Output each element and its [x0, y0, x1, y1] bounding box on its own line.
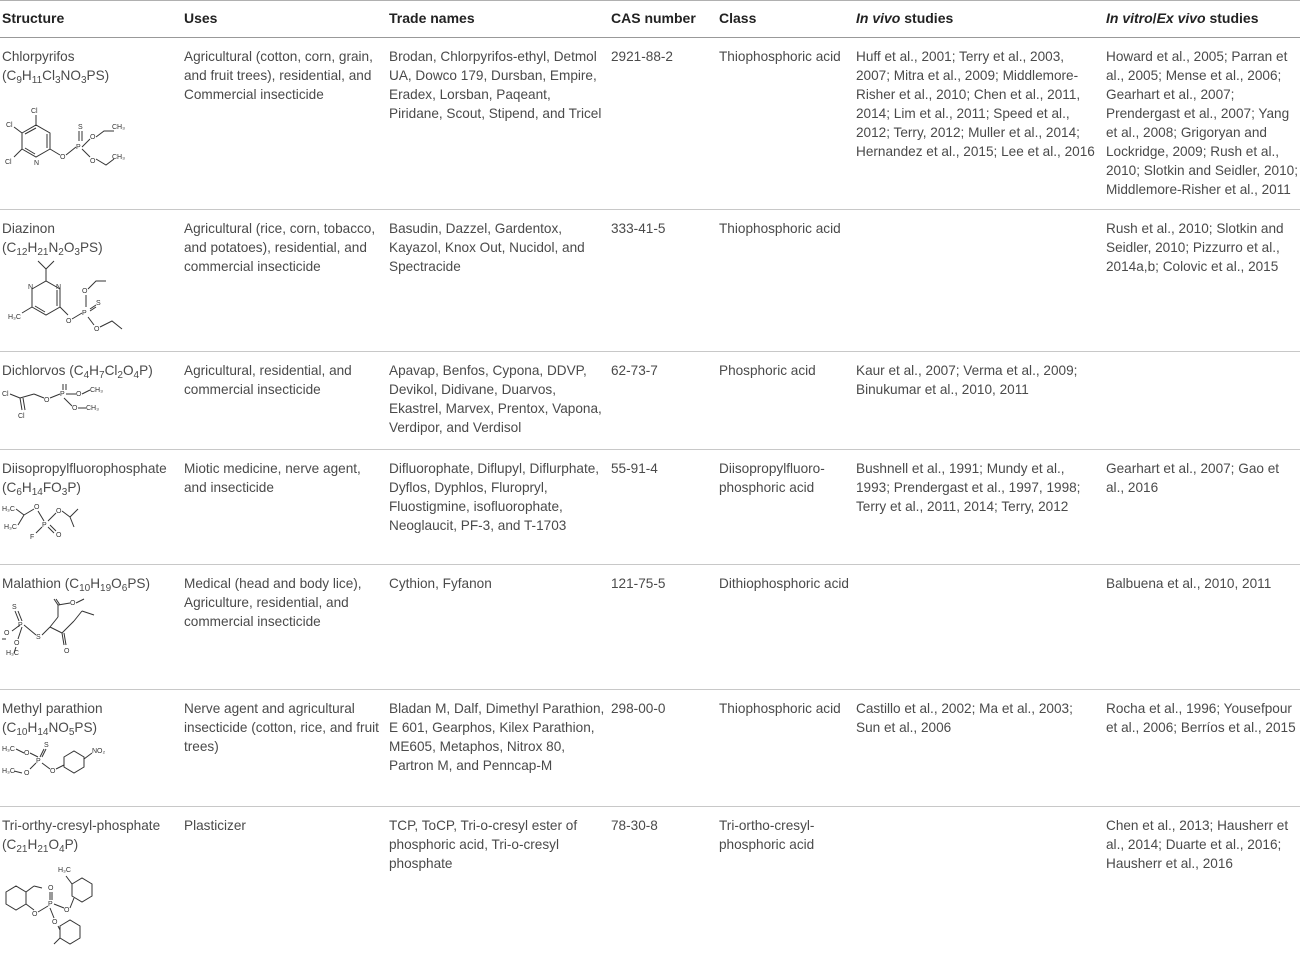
o-label: O [14, 640, 20, 647]
o-label: O [64, 907, 70, 914]
formula-element: NO [60, 68, 81, 83]
structure-cell [0, 352, 178, 450]
class-cell: Phosphoric acid [713, 352, 850, 450]
formula-subscript: 14 [37, 727, 49, 738]
h3c-label: H₃C [2, 746, 15, 753]
trade-names-cell: Brodan, Chlorpyrifos-ethyl, Detmol UA, Dowco 179, Dursban, Empire, Eradex, Lorsban, Paqeant, Piridane, Scout, Stipend, and Tricel [383, 38, 605, 210]
ch3-label: CH₃ [90, 387, 103, 394]
header-ex-vivo-italic: Ex vivo [1156, 10, 1206, 26]
formula-open: ( [2, 68, 7, 83]
formula-element: O [48, 837, 60, 852]
chlorpyrifos-structure-image [2, 87, 132, 173]
in-vitro-studies-cell: Rush et al., 2010; Slotkin and Seidler, 2010; Pizzurro et al., 2014a,b; Colovic et al., 2015 [1100, 210, 1300, 352]
o-label: O [4, 630, 10, 637]
formula-subscript: 6 [121, 583, 128, 594]
uses-cell: Medical (head and body lice), Agriculture, residential, and commercial insecticide [178, 565, 383, 690]
s-label: S [96, 300, 101, 307]
header-uses: Uses [178, 1, 383, 38]
o-label: O [94, 326, 100, 333]
formula-element: P [67, 480, 77, 495]
in-vivo-studies-cell: Huff et al., 2001; Terry et al., 2003, 2007; Mitra et al., 2009; Middlemore-Risher et al., 2010; Chen et al., 2011, 2014; Lim et al., 2011; Speed et al., 2012; Terry, 2012; Muller et al., 2014; Hernandez et al., 2015; Lee et al., 2016 [850, 38, 1100, 210]
formula-element: C [6, 480, 17, 495]
in-vivo-studies-cell: Bushnell et al., 1991; Mundy et al., 1993; Prendergast et al., 1997, 1998; Terry et al., 2011, 2014; Terry, 2012 [850, 450, 1100, 565]
cl-label: Cl [31, 108, 38, 115]
formula-element: C [6, 720, 17, 735]
header-structure: Structure [0, 1, 178, 38]
header-slash: / [1152, 10, 1157, 26]
n-label: N [28, 284, 34, 291]
compound-formula [2, 718, 178, 737]
formula-element: H [27, 240, 38, 255]
formula-element: H [27, 837, 38, 852]
formula-open: ( [2, 837, 7, 852]
formula-subscript: 3 [80, 75, 87, 86]
in-vivo-studies-cell [850, 807, 1100, 955]
header-trade-names: Trade names [383, 1, 605, 38]
formula-close: ) [92, 720, 98, 735]
class-cell: Thiophosphoric acid [713, 38, 850, 210]
header-in-vivo [850, 1, 1100, 38]
uses-cell: Agricultural (rice, corn, tobacco, and potatoes), residential, and commercial insecticide [178, 210, 383, 352]
formula-element: PS [79, 240, 99, 255]
structure-cell [0, 690, 178, 807]
o-label: O [70, 600, 76, 607]
formula-subscript: 14 [31, 487, 43, 498]
o-label: O [52, 919, 58, 926]
h3c-label: H₃C [2, 768, 15, 775]
class-cell: Dithiophosphoric acid [713, 565, 850, 690]
h3c-label: H₃C [4, 524, 17, 531]
o-label: O [60, 154, 66, 161]
structure-cell [0, 450, 178, 565]
header-in-vitro-italic: In vitro [1106, 10, 1153, 26]
formula-open: ( [2, 240, 7, 255]
formula-element: PS [86, 68, 105, 83]
p-label: P [42, 522, 47, 529]
o-label: O [76, 391, 82, 398]
cas-number-cell: 78-30-8 [611, 818, 658, 833]
formula-element: H [21, 480, 32, 495]
formula-subscript: 2 [117, 370, 123, 381]
formula-close: ) [73, 837, 79, 852]
s-label: S [36, 634, 41, 641]
formula-element: C [69, 576, 80, 591]
formula-subscript: 4 [59, 844, 65, 855]
ch3-label: CH₃ [112, 124, 125, 131]
compound-formula [60, 576, 150, 594]
in-vitro-studies-cell: Balbuena et al., 2010, 2011 [1100, 565, 1300, 690]
formula-open: ( [60, 576, 70, 591]
ch3-label: CH₃ [112, 154, 125, 161]
class-cell: Diisopropylfluoro-phosphoric acid [713, 450, 850, 565]
header-class: Class [713, 1, 850, 38]
o-label: O [44, 397, 50, 404]
formula-element: Cl [42, 68, 55, 83]
formula-element: N [48, 240, 59, 255]
uses-cell: Nerve agent and agricultural insecticide (cotton, rice, and fruit trees) [178, 690, 383, 807]
uses-cell: Miotic medicine, nerve agent, and insecticide [178, 450, 383, 565]
h3c-label: H₃C [8, 314, 21, 321]
formula-subscript: 4 [133, 370, 140, 381]
diisopropylfluorophosphate-structure-image [2, 499, 132, 543]
cas-number-cell: 298-00-0 [605, 690, 713, 807]
formula-element: H [90, 576, 101, 591]
table-row [0, 450, 1300, 565]
formula-open: ( [2, 480, 7, 495]
formula-element: C [73, 363, 84, 378]
formula-subscript: 21 [37, 844, 49, 855]
compound-name: Dichlorvos [2, 363, 66, 378]
formula-close: ) [148, 363, 153, 378]
o-label: O [32, 911, 38, 918]
compound-formula [2, 66, 178, 85]
cl-label: Cl [6, 122, 13, 129]
formula-subscript: 5 [68, 727, 75, 738]
in-vitro-studies-cell: Rocha et al., 1996; Yousefpour et al., 2006; Berríos et al., 2015 [1100, 690, 1300, 807]
cas-number-cell: 2921-88-2 [605, 38, 713, 210]
methyl-parathion-structure-image [2, 739, 132, 783]
s-label: S [12, 604, 17, 611]
o-label: O [48, 885, 54, 892]
table-row [0, 38, 1300, 210]
header-row [0, 1, 1300, 38]
cas-number-cell: 121-75-5 [605, 565, 713, 690]
in-vivo-studies-cell: Kaur et al., 2007; Verma et al., 2009; Binukumar et al., 2010, 2011 [850, 352, 1100, 450]
header-in-vivo-rest: studies [900, 10, 954, 26]
n-label: N [34, 160, 40, 167]
formula-element: H [89, 363, 99, 378]
formula-close: ) [76, 480, 81, 495]
header-in-vitro-rest: studies [1205, 10, 1259, 26]
header-in-vitro [1100, 1, 1300, 38]
diazinon-structure-image [2, 259, 132, 351]
trade-names-cell: Apavap, Benfos, Cypona, DDVP, Devikol, Didivane, Duarvos, Ekastrel, Marvex, Prentox, Vapona, Verdipor, and Verdisol [383, 352, 605, 450]
o-label: O [50, 768, 56, 775]
s-label: S [44, 742, 49, 749]
p-label: P [36, 758, 41, 765]
table-row [0, 352, 1300, 450]
header-in-vivo-italic: In vivo [856, 10, 901, 26]
no2-label: NO₂ [92, 748, 106, 755]
formula-element: P [64, 837, 74, 852]
tri-ortho-cresyl-phosphate-structure-image [2, 856, 132, 948]
formula-close: ) [98, 240, 103, 255]
p-label: P [18, 622, 23, 629]
o-label: O [64, 648, 70, 655]
table-row [0, 210, 1300, 352]
trade-names-cell: Bladan M, Dalf, Dimethyl Parathion, E 601, Gearphos, Kilex Parathion, ME605, Metaphos, Nitrox 80, Partron M, and Penncap-M [383, 690, 605, 807]
uses-cell: Plasticizer [184, 818, 246, 833]
formula-open: ( [2, 720, 7, 735]
p-label: P [82, 310, 87, 317]
cas-number-cell: 333-41-5 [605, 210, 713, 352]
formula-element: PS [127, 576, 146, 591]
trade-names-cell: Basudin, Dazzel, Gardentox, Kayazol, Knox Out, Nucidol, and Spectracide [383, 210, 605, 352]
formula-element: PS [74, 720, 93, 735]
o-label: O [24, 770, 30, 777]
formula-element: C [6, 68, 17, 83]
o-label: O [72, 405, 78, 412]
formula-element: C [6, 240, 17, 255]
formula-element: H [21, 68, 32, 83]
table-row [0, 807, 1300, 955]
formula-open: ( [65, 363, 74, 378]
formula-subscript: 3 [61, 487, 68, 498]
formula-subscript: 2 [58, 247, 64, 258]
o-label: O [34, 504, 40, 511]
in-vitro-studies-cell [1100, 352, 1300, 450]
cl-label: Cl [2, 391, 9, 398]
class-cell: Thiophosphoric acid [713, 690, 850, 807]
formula-element: P [139, 363, 149, 378]
in-vitro-studies-cell: Chen et al., 2013; Hausherr et al., 2014; Duarte et al., 2016; Hausherr et al., 2016 [1106, 818, 1289, 871]
formula-subscript: 12 [16, 247, 28, 258]
uses-cell: Agricultural (cotton, corn, grain, and fruit trees), residential, and Commercial insecticide [178, 38, 383, 210]
formula-subscript: 21 [16, 844, 28, 855]
h3c-label: H₃C [58, 867, 71, 874]
compound-name: Methyl parathion [2, 701, 103, 716]
in-vivo-studies-cell [850, 565, 1100, 690]
structure-cell [0, 807, 178, 955]
o-label: O [82, 288, 88, 295]
compound-formula [2, 480, 81, 498]
formula-subscript: 19 [100, 583, 112, 594]
in-vivo-studies-cell [850, 210, 1100, 352]
cl-label: Cl [5, 159, 12, 166]
p-label: P [76, 144, 81, 151]
h3c-label: H₃C [2, 506, 15, 513]
compound-name: Tri-orthy-cresyl-phosphate [2, 818, 161, 833]
compound-formula [2, 835, 178, 854]
compound-name: Diazinon [2, 221, 55, 236]
compound-formula [65, 363, 153, 381]
trade-names-cell: Difluorophate, Diflupyl, Diflurphate, Dyflos, Dyphlos, Fluropryl, Fluostigmine, isofluorophate, Neoglaucit, PF-3, and T-1703 [383, 450, 605, 565]
structure-cell [0, 565, 178, 690]
in-vivo-studies-cell: Castillo et al., 2002; Ma et al., 2003; Sun et al., 2006 [850, 690, 1100, 807]
in-vitro-studies-cell: Gearhart et al., 2007; Gao et al., 2016 [1100, 450, 1300, 565]
formula-subscript: 3 [54, 75, 61, 86]
formula-element: O [63, 240, 75, 255]
formula-element: FO [42, 480, 62, 495]
formula-element: H [27, 720, 38, 735]
p-label: P [48, 901, 53, 908]
dichlorvos-structure-image [2, 382, 132, 422]
structure-cell [0, 38, 178, 210]
compound-name: Diisopropylfluorophosphate [2, 461, 167, 476]
formula-close: ) [145, 576, 150, 591]
f-label: F [30, 534, 35, 541]
p-label: P [60, 391, 65, 398]
o-label: O [90, 158, 96, 165]
trade-names-cell: TCP, ToCP, Tri-o-cresyl ester of phosphoric acid, Tri-o-cresyl phosphate [389, 818, 578, 871]
o-label: O [66, 318, 72, 325]
formula-subscript: 10 [16, 727, 28, 738]
s-label: S [78, 124, 83, 131]
formula-subscript: 4 [83, 370, 90, 381]
compound-formula [2, 238, 178, 257]
formula-element: Cl [104, 363, 118, 378]
formula-subscript: 6 [16, 487, 22, 498]
formula-subscript: 21 [37, 247, 49, 258]
formula-subscript: 11 [31, 75, 43, 86]
in-vitro-studies-cell: Howard et al., 2005; Parran et al., 2005; Mense et al., 2006; Gearhart et al., 2007; Prendergast et al., 2007; Yang et al., 2008; Grigoryan and Lockridge, 2009; Rush et al., 2010; Slotkin and Seidler, 2010; Middlemore-Risher et al., 2011 [1100, 38, 1300, 210]
cas-number-cell: 55-91-4 [605, 450, 713, 565]
formula-subscript: 7 [99, 370, 105, 381]
formula-subscript: 10 [79, 583, 91, 594]
table-row [0, 565, 1300, 690]
n-label: N [56, 284, 62, 291]
o-label: O [56, 532, 62, 539]
malathion-structure-image [2, 595, 132, 657]
structure-cell [0, 210, 178, 352]
formula-element: C [6, 837, 17, 852]
o-label: O [24, 750, 30, 757]
ch3-label: CH₃ [86, 405, 99, 412]
formula-close: ) [104, 68, 110, 83]
uses-cell: Agricultural, residential, and commercial insecticide [178, 352, 383, 450]
formula-element: O [122, 363, 134, 378]
formula-subscript: 9 [16, 75, 22, 86]
trade-names-cell: Cythion, Fyfanon [383, 565, 605, 690]
class-cell: Thiophosphoric acid [713, 210, 850, 352]
cl-label: Cl [18, 413, 25, 420]
formula-subscript: 3 [74, 247, 80, 258]
h3c-label: H₃C [6, 650, 19, 657]
compound-name: Malathion [2, 576, 61, 591]
compound-name: Chlorpyrifos [2, 49, 75, 64]
table-row [0, 690, 1300, 807]
header-cas-number: CAS number [605, 1, 713, 38]
o-label: O [90, 134, 96, 141]
formula-element: O [111, 576, 122, 591]
o-label: O [56, 508, 62, 515]
formula-element: NO [48, 720, 69, 735]
cas-number-cell: 62-73-7 [605, 352, 713, 450]
class-cell: Tri-ortho-cresyl-phosphoric acid [719, 818, 815, 852]
